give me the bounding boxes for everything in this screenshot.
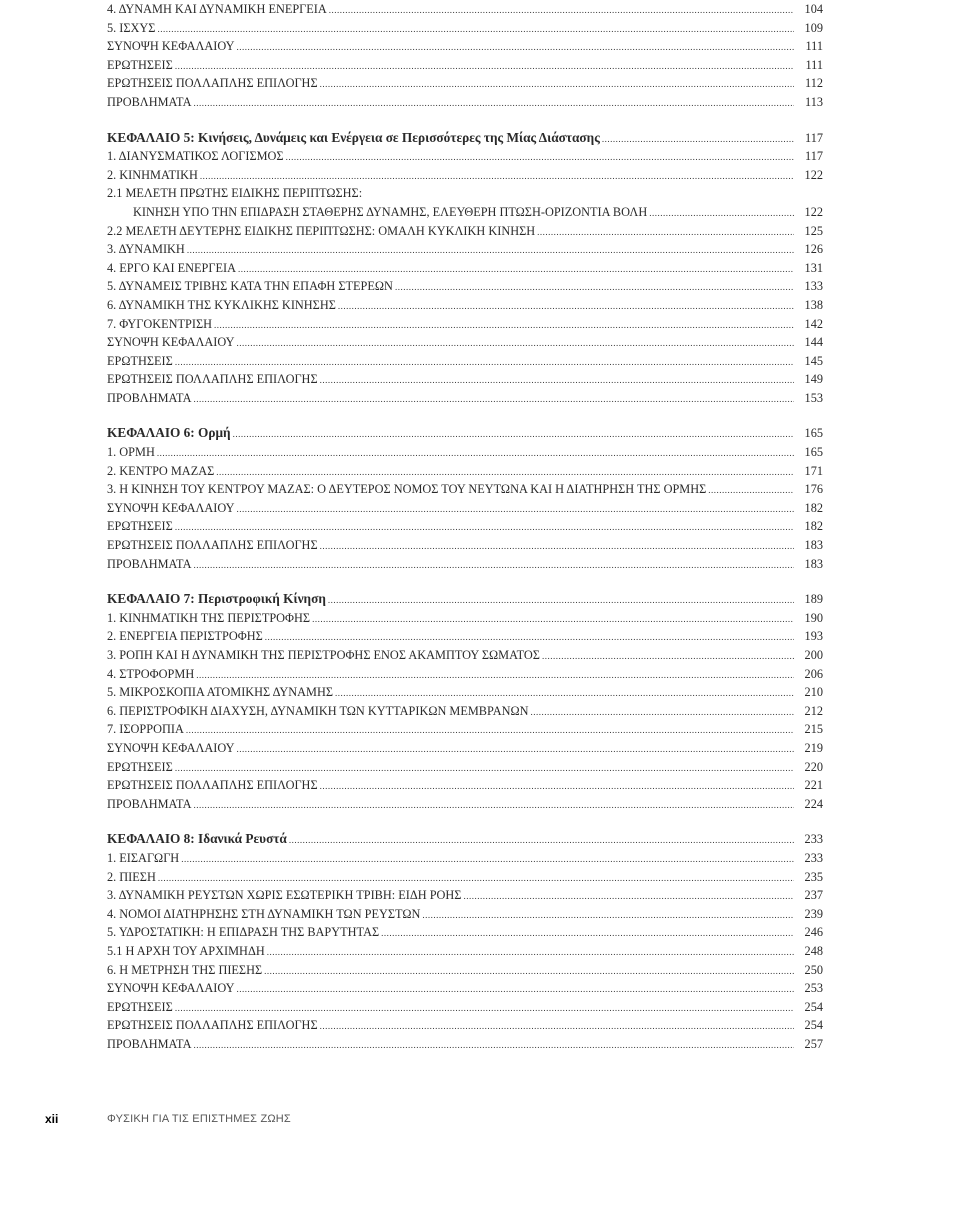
toc-entry-title: ΕΡΩΤΗΣΕΙΣ ΠΟΛΛΑΠΛΗΣ ΕΠΙΛΟΓΗΣ <box>107 1018 318 1033</box>
toc-page-number: 212 <box>804 703 823 718</box>
dot-leader <box>338 297 794 316</box>
dot-leader <box>312 610 794 629</box>
dot-leader <box>542 647 794 666</box>
toc-entry-title: ΚΕΦΑΛΑΙΟ 7: Περιστροφική Κίνηση <box>107 591 326 607</box>
toc-entry[interactable] <box>107 905 823 924</box>
toc-entry-title: ΠΡΟΒΛΗΜΑΤΑ <box>107 94 192 109</box>
dot-leader <box>158 869 794 888</box>
toc-page-number: 183 <box>804 556 823 571</box>
toc-entry[interactable] <box>107 147 823 166</box>
toc-page-number: 189 <box>804 592 823 607</box>
toc-entry-title: ΚΕΦΑΛΑΙΟ 8: Ιδανικά Ρευστά <box>107 831 287 847</box>
toc-entry-title: ΣΥΝΟΨΗ ΚΕΦΑΛΑΙΟΥ <box>107 981 235 996</box>
toc-entry-title: 3. ΔΥΝΑΜΙΚΗ ΡΕΥΣΤΩΝ ΧΩΡΙΣ ΕΣΩΤΕΡΙΚΗ ΤΡΙΒΗ: ΕΙΔΗ ΡΟΗΣ <box>107 888 462 903</box>
toc-page-number: 200 <box>804 648 823 662</box>
toc-page-number: 138 <box>804 297 823 312</box>
toc-entry[interactable] <box>107 923 823 942</box>
toc-page-number: 165 <box>804 445 823 460</box>
toc-entry-title: 5. ΔΥΝΑΜΕΙΣ ΤΡΙΒΗΣ ΚΑΤΑ ΤΗΝ ΕΠΑΦΗ ΣΤΕΡΕΩΝ <box>107 279 393 294</box>
toc-page-number: 165 <box>804 426 823 441</box>
toc-entry-title: 5. ΥΔΡΟΣΤΑΤΙΚΗ: Η ΕΠΙΔΡΑΣΗ ΤΗΣ ΒΑΡΥΤΗΤΑΣ <box>107 925 380 940</box>
toc-entry-title: 5.1 Η ΑΡΧΗ ΤΟΥ ΑΡΧΙΜΗΔΗ <box>107 943 265 958</box>
toc-entry-title: ΣΥΝΟΨΗ ΚΕΦΑΛΑΙΟΥ <box>107 500 235 515</box>
toc-entry-title: ΕΡΩΤΗΣΕΙΣ ΠΟΛΛΑΠΛΗΣ ΕΠΙΛΟΓΗΣ <box>107 372 318 387</box>
toc-entry[interactable] <box>107 370 823 389</box>
toc-entry-title: 3. Η ΚΙΝΗΣΗ ΤΟΥ ΚΕΝΤΡΟΥ ΜΑΖΑΣ: Ο ΔΕΥΤΕΡΟΣ ΝΟΜΟΣ ΤΟΥ ΝΕΥΤΩΝΑ ΚΑΙ Η ΔΙΑΤΗΡΗΣΗ ΤΗΣ ΟΡΜΗΣ <box>107 482 707 497</box>
toc-entry[interactable] <box>107 942 823 961</box>
toc-page-number: 235 <box>804 869 823 884</box>
dot-leader <box>237 500 794 519</box>
dot-leader <box>320 75 794 94</box>
toc-entry-title: 1. ΕΙΣΑΓΩΓΗ <box>107 850 180 865</box>
toc-entry-title: ΚΕΦΑΛΑΙΟ 5: Κινήσεις, Δυνάμεις και Ενέργεια σε Περισσότερες της Μίας Διάστασης <box>107 129 600 145</box>
toc-page-number: 122 <box>804 204 823 219</box>
toc-page-number: 149 <box>804 372 823 387</box>
toc-chapter-heading[interactable] <box>107 590 823 609</box>
toc-page-number: 153 <box>804 390 823 405</box>
toc-entry[interactable] <box>107 462 823 481</box>
toc-entry[interactable] <box>107 665 823 684</box>
dot-leader <box>175 353 794 372</box>
toc-entry-title: 4. ΣΤΡΟΦΟΡΜΗ <box>107 666 195 681</box>
page-footer <box>0 1112 960 1136</box>
toc-entry-title: 1. ΔΙΑΝΥΣΜΑΤΙΚΟΣ ΛΟΓΙΣΜΟΣ <box>107 149 284 164</box>
toc-entry[interactable] <box>107 352 823 371</box>
toc-entry[interactable] <box>107 646 823 665</box>
toc-entry-title: 5. ΜΙΚΡΟΣΚΟΠΙΑ ΑΤΟΜΙΚΗΣ ΔΥΝΑΜΗΣ <box>107 685 333 700</box>
toc-page-number: 182 <box>804 519 823 534</box>
toc-page-number: 145 <box>804 353 823 368</box>
toc-entry[interactable] <box>107 499 823 518</box>
toc-page-number: 122 <box>804 167 823 182</box>
toc-entry[interactable] <box>107 74 823 93</box>
toc-entry-title: 2. ΚΙΝΗΜΑΤΙΚΗ <box>107 167 198 182</box>
toc-page-number: 182 <box>804 500 823 515</box>
toc-entry-title: 6. ΔΥΝΑΜΙΚΗ ΤΗΣ ΚΥΚΛΙΚΗΣ ΚΙΝΗΣΗΣ <box>107 297 336 312</box>
toc-entry-title: 2. ΠΙΕΣΗ <box>107 869 156 884</box>
toc-entry-title: 2. ΕΝΕΡΓΕΙΑ ΠΕΡΙΣΤΡΟΦΗΣ <box>107 629 263 644</box>
dot-leader <box>193 1036 794 1055</box>
toc-entry[interactable] <box>107 296 823 315</box>
toc-page-number: 112 <box>805 76 823 91</box>
toc-entry[interactable] <box>107 702 823 721</box>
dot-leader <box>463 887 794 906</box>
toc-page-number: 233 <box>804 850 823 865</box>
dot-leader <box>531 703 794 722</box>
dot-leader <box>193 796 794 815</box>
toc-entry[interactable] <box>107 389 823 408</box>
toc-page-number: 233 <box>804 832 823 847</box>
toc-page-number: 248 <box>804 943 823 958</box>
page-number: xii <box>45 1112 59 1126</box>
dot-leader <box>289 831 794 850</box>
dot-leader <box>181 850 794 869</box>
toc-entry-title: 4. ΕΡΓΟ ΚΑΙ ΕΝΕΡΓΕΙΑ <box>107 260 236 275</box>
toc-entry-title: 2. ΚΕΝΤΡΟ ΜΑΖΑΣ <box>107 463 215 478</box>
toc-entry-title: ΕΡΩΤΗΣΕΙΣ <box>107 353 173 368</box>
toc-entry[interactable] <box>107 37 823 56</box>
toc-entry-title: 2.2 ΜΕΛΕΤΗ ΔΕΥΤΕΡΗΣ ΕΙΔΙΚΗΣ ΠΕΡΙΠΤΩΣΗΣ: ΟΜΑΛΗ ΚΥΚΛΙΚΗ ΚΙΝΗΣΗ <box>107 223 536 238</box>
dot-leader <box>200 167 794 186</box>
dot-leader <box>649 204 794 223</box>
dot-leader <box>186 721 794 740</box>
toc-entry-title: 3. ΡΟΠΗ ΚΑΙ Η ΔΥΝΑΜΙΚΗ ΤΗΣ ΠΕΡΙΣΤΡΟΦΗΣ ΕΝΟΣ ΑΚΑΜΠΤΟΥ ΣΩΜΑΤΟΣ <box>107 648 540 662</box>
toc-entry[interactable] <box>107 184 823 203</box>
dot-leader <box>264 962 794 981</box>
toc-page-number: 221 <box>804 778 823 793</box>
toc-entry[interactable] <box>107 1016 823 1035</box>
toc-entry-title: ΠΡΟΒΛΗΜΑΤΑ <box>107 390 192 405</box>
dot-leader <box>602 130 794 149</box>
dot-leader <box>216 463 794 482</box>
toc-page-number: 215 <box>804 722 823 737</box>
toc-entry-title: 7. ΦΥΓΟΚΕΝΤΡΙΣΗ <box>107 316 212 331</box>
section-gap <box>107 573 823 590</box>
toc-entry[interactable] <box>107 443 823 462</box>
dot-leader <box>329 1 794 20</box>
dot-leader <box>237 740 794 759</box>
toc-entry-title: ΣΥΝΟΨΗ ΚΕΦΑΛΑΙΟΥ <box>107 39 235 54</box>
toc-entry-title: ΣΥΝΟΨΗ ΚΕΦΑΛΑΙΟΥ <box>107 335 235 350</box>
dot-leader <box>157 444 794 463</box>
toc-page-number: 171 <box>804 463 823 478</box>
section-gap <box>107 813 823 830</box>
toc-entry[interactable] <box>107 609 823 628</box>
toc-page-number: 206 <box>804 666 823 681</box>
dot-leader <box>237 38 794 57</box>
toc-page-number: 117 <box>805 149 823 164</box>
running-title: ΦΥΣΙΚΗ ΓΙΑ ΤΙΣ ΕΠΙΣΤΗΜΕΣ ΖΩΗΣ <box>107 1113 291 1125</box>
toc-entry-title: 4. ΝΟΜΟΙ ΔΙΑΤΗΡΗΣΗΣ ΣΤΗ ΔΥΝΑΜΙΚΗ ΤΩΝ ΡΕΥΣΤΩΝ <box>107 906 421 921</box>
toc-page-number: 190 <box>804 610 823 625</box>
toc-entry-title: ΠΡΟΒΛΗΜΑΤΑ <box>107 796 192 811</box>
toc-page-number: 117 <box>805 130 823 145</box>
toc-page-number: 144 <box>804 335 823 350</box>
toc-entry[interactable] <box>107 720 823 739</box>
toc-entry-title: ΕΡΩΤΗΣΕΙΣ ΠΟΛΛΑΠΛΗΣ ΕΠΙΛΟΓΗΣ <box>107 538 318 553</box>
toc-entry-title: ΕΡΩΤΗΣΕΙΣ <box>107 759 173 774</box>
toc-entry[interactable] <box>107 0 823 19</box>
toc-entry-title: ΚΙΝΗΣΗ ΥΠΟ ΤΗΝ ΕΠΙΔΡΑΣΗ ΣΤΑΘΕΡΗΣ ΔΥΝΑΜΗΣ, ΕΛΕΥΘΕΡΗ ΠΤΩΣΗ-ΟΡΙΖΟΝΤΙΑ ΒΟΛΗ <box>133 204 648 219</box>
toc-entry-title: ΕΡΩΤΗΣΕΙΣ <box>107 999 173 1014</box>
toc-page-number: 254 <box>804 999 823 1014</box>
toc-page-number: 133 <box>804 279 823 294</box>
dot-leader <box>238 260 794 279</box>
dot-leader <box>193 390 794 409</box>
toc-entry[interactable] <box>107 93 823 112</box>
dot-leader <box>328 591 794 610</box>
toc-entry-title: 1. ΚΙΝΗΜΑΤΙΚΗ ΤΗΣ ΠΕΡΙΣΤΡΟΦΗΣ <box>107 610 311 625</box>
toc-page-number: 257 <box>804 1036 823 1051</box>
dot-leader <box>237 980 794 999</box>
toc-entry[interactable] <box>107 758 823 777</box>
toc-entry-title: ΠΡΟΒΛΗΜΑΤΑ <box>107 1036 192 1051</box>
dot-leader <box>233 425 794 444</box>
dot-leader <box>193 556 794 575</box>
toc-entry[interactable] <box>107 240 823 259</box>
toc-entry-title: 3. ΔΥΝΑΜΙΚΗ <box>107 242 185 257</box>
dot-leader <box>320 371 794 390</box>
section-gap <box>107 112 823 129</box>
toc-page-number: 219 <box>804 740 823 755</box>
toc-entry[interactable] <box>107 315 823 334</box>
table-of-contents <box>107 0 823 1053</box>
toc-entry-title: ΠΡΟΒΛΗΜΑΤΑ <box>107 556 192 571</box>
section-gap <box>107 407 823 424</box>
toc-page-number: 142 <box>804 316 823 331</box>
toc-entry[interactable] <box>107 259 823 278</box>
dot-leader <box>175 57 794 76</box>
dot-leader <box>187 241 794 260</box>
toc-page-number: 125 <box>804 223 823 238</box>
toc-page-number: 109 <box>804 20 823 35</box>
toc-entry-title: ΕΡΩΤΗΣΕΙΣ <box>107 57 173 72</box>
toc-entry[interactable] <box>107 776 823 795</box>
toc-entry[interactable] <box>107 961 823 980</box>
toc-entry[interactable] <box>107 333 823 352</box>
toc-entry-title: 5. ΙΣΧΥΣ <box>107 20 156 35</box>
toc-page-number: 193 <box>804 629 823 644</box>
dot-leader <box>320 777 794 796</box>
dot-leader <box>193 94 794 113</box>
toc-page-number: 126 <box>804 242 823 257</box>
toc-page-number: 224 <box>804 796 823 811</box>
toc-entry-title: ΣΥΝΟΨΗ ΚΕΦΑΛΑΙΟΥ <box>107 740 235 755</box>
dot-leader <box>237 334 794 353</box>
toc-entry[interactable] <box>107 277 823 296</box>
dot-leader <box>395 278 794 297</box>
toc-entry[interactable] <box>107 555 823 574</box>
dot-leader <box>335 684 794 703</box>
toc-entry-title: 6. Η ΜΕΤΡΗΣΗ ΤΗΣ ΠΙΕΣΗΣ <box>107 962 263 977</box>
toc-entry[interactable] <box>107 739 823 758</box>
toc-entry-title: 2.1 ΜΕΛΕΤΗ ΠΡΩΤΗΣ ΕΙΔΙΚΗΣ ΠΕΡΙΠΤΩΣΗΣ: <box>107 186 363 201</box>
toc-entry[interactable] <box>107 868 823 887</box>
toc-page-number: 113 <box>805 94 823 109</box>
toc-entry[interactable] <box>107 517 823 536</box>
toc-entry-title: ΚΕΦΑΛΑΙΟ 6: Ορμή <box>107 425 231 441</box>
dot-leader <box>175 518 794 537</box>
toc-entry[interactable] <box>107 1035 823 1054</box>
toc-entry[interactable] <box>107 203 823 222</box>
toc-page-number: 220 <box>804 759 823 774</box>
dot-leader <box>286 148 794 167</box>
toc-entry[interactable] <box>107 480 823 499</box>
toc-entry-title: ΕΡΩΤΗΣΕΙΣ <box>107 519 173 534</box>
toc-page-number: 237 <box>804 888 823 903</box>
toc-page-number: 176 <box>804 482 823 497</box>
dot-leader <box>175 999 794 1018</box>
dot-leader <box>537 223 794 242</box>
toc-page-number: 250 <box>804 962 823 977</box>
dot-leader <box>320 537 794 556</box>
dot-leader <box>157 20 794 39</box>
toc-chapter-heading[interactable] <box>107 129 823 148</box>
toc-entry[interactable] <box>107 998 823 1017</box>
toc-entry[interactable] <box>107 536 823 555</box>
dot-leader <box>708 481 794 500</box>
toc-page-number: 104 <box>804 2 823 16</box>
toc-page-number: 210 <box>804 685 823 700</box>
dot-leader <box>265 628 794 647</box>
toc-entry-title: 6. ΠΕΡΙΣΤΡΟΦΙΚΗ ΔΙΑΧΥΣΗ, ΔΥΝΑΜΙΚΗ ΤΩΝ ΚΥΤΤΑΡΙΚΩΝ ΜΕΜΒΡΑΝΩΝ <box>107 703 529 718</box>
dot-leader <box>196 666 794 685</box>
dot-leader <box>214 316 794 335</box>
toc-entry[interactable] <box>107 849 823 868</box>
toc-entry-title: 7. ΙΣΟΡΡΟΠΙΑ <box>107 722 184 737</box>
toc-chapter-heading[interactable] <box>107 424 823 443</box>
toc-entry-title: 4. ΔΥΝΑΜΗ ΚΑΙ ΔΥΝΑΜΙΚΗ ΕΝΕΡΓΕΙΑ <box>107 2 327 16</box>
toc-page-number: 239 <box>804 906 823 921</box>
dot-leader <box>175 759 794 778</box>
dot-leader <box>422 906 794 925</box>
toc-entry[interactable] <box>107 886 823 905</box>
toc-page-number: 111 <box>805 39 823 54</box>
toc-entry[interactable] <box>107 222 823 241</box>
toc-entry[interactable] <box>107 795 823 814</box>
toc-entry-title: ΕΡΩΤΗΣΕΙΣ ΠΟΛΛΑΠΛΗΣ ΕΠΙΛΟΓΗΣ <box>107 778 318 793</box>
dot-leader <box>267 943 794 962</box>
dot-leader <box>381 924 794 943</box>
toc-entry[interactable] <box>107 19 823 38</box>
toc-page-number: 254 <box>804 1018 823 1033</box>
toc-page-number: 131 <box>804 260 823 275</box>
toc-entry[interactable] <box>107 627 823 646</box>
toc-entry-title: ΕΡΩΤΗΣΕΙΣ ΠΟΛΛΑΠΛΗΣ ΕΠΙΛΟΓΗΣ <box>107 76 318 91</box>
toc-entry[interactable] <box>107 56 823 75</box>
toc-page-number: 246 <box>804 925 823 940</box>
dot-leader <box>320 1017 794 1036</box>
toc-entry[interactable] <box>107 683 823 702</box>
toc-entry[interactable] <box>107 166 823 185</box>
toc-entry[interactable] <box>107 979 823 998</box>
toc-page-number: 183 <box>804 538 823 553</box>
toc-entry-title: 1. ΟΡΜΗ <box>107 445 155 460</box>
toc-page-number: 253 <box>804 981 823 996</box>
toc-chapter-heading[interactable] <box>107 830 823 849</box>
toc-page-number: 111 <box>805 57 823 72</box>
